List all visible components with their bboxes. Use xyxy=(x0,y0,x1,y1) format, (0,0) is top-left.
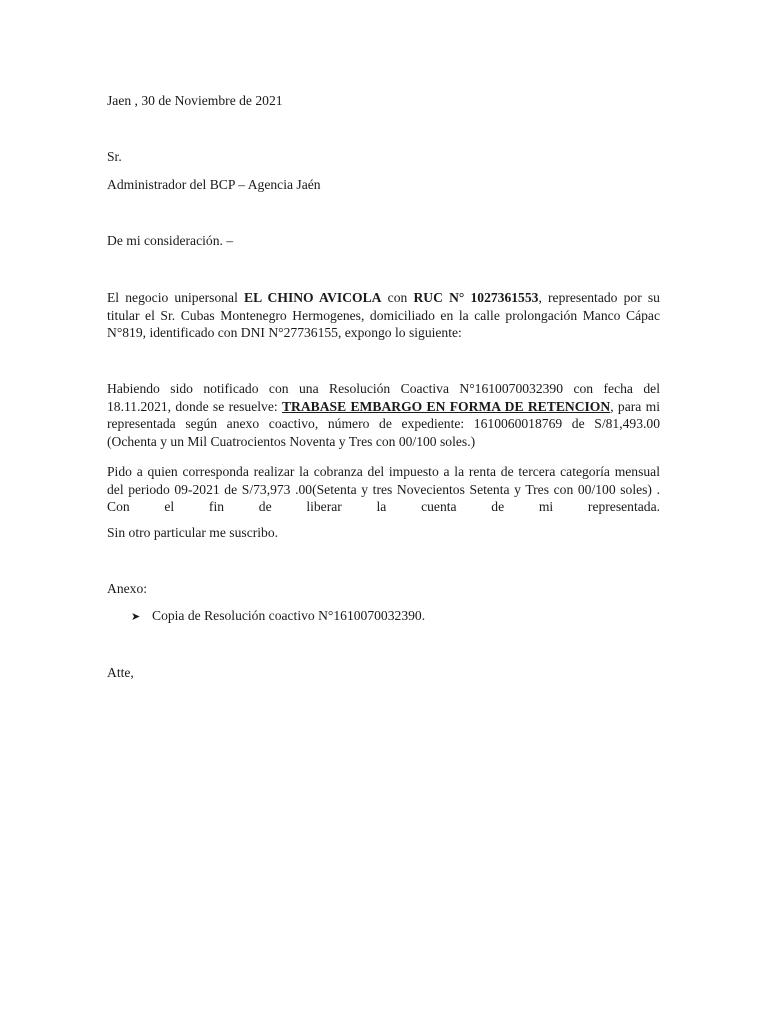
paragraph-request-row-2: del periodo 09-2021 de S/73,973 .00(Setenta y tres Novecientos Setenta y Tres con 00/100 soles) . xyxy=(107,481,660,497)
recipient-line: Administrador del BCP – Agencia Jaén xyxy=(107,177,321,192)
resolution-action: TRABASE EMBARGO EN FORMA DE RETENCION xyxy=(281,398,611,414)
paragraph-introduction-row-1: El negocio unipersonal EL CHINO AVICOLA con RUC N° 1027361553, representado por su xyxy=(107,290,660,305)
sign-off: Atte, xyxy=(107,665,134,680)
paragraph-request xyxy=(107,463,660,516)
closing-line: Sin otro particular me suscribo. xyxy=(107,525,279,540)
business-name: EL CHINO AVICOLA xyxy=(244,290,382,305)
paragraph-resolution-row-1: Habiendo sido notificado con una Resolución Coactiva N°1610070032390 con fecha del xyxy=(107,381,660,396)
paragraph-resolution xyxy=(107,380,660,450)
paragraph-resolution-row-2: 18.11.2021, donde se resuelve: TRABASE EMBARGO EN FORMA DE RETENCION, para mi xyxy=(107,398,660,414)
salutation-title: Sr. xyxy=(107,149,122,164)
annex-item-text: Copia de Resolución coactivo N°1610070032390. xyxy=(152,608,426,623)
paragraph-request-row-3: Con el fin de liberar la cuenta de mi representada. xyxy=(107,499,660,514)
annex-list-item xyxy=(131,607,425,625)
paragraph-introduction xyxy=(107,289,660,342)
paragraph-introduction-row-2: titular el Sr. Cubas Montenegro Hermogenes, domiciliado en la calle prolongación Manco Cápac xyxy=(107,307,660,323)
ruc-number: RUC N° 1027361553 xyxy=(413,290,539,305)
arrow-bullet-icon: ➤ xyxy=(131,610,141,623)
date-line: Jaen , 30 de Noviembre de 2021 xyxy=(107,93,283,108)
annex-label: Anexo: xyxy=(107,581,148,596)
paragraph-resolution-row-3: representada según anexo coactivo, número de expediente: 1610060018769 de S/81,493.00 xyxy=(107,416,660,431)
paragraph-resolution-row-4: (Ochenta y un Mil Cuatrocientos Noventa y Tres con 00/100 soles.) xyxy=(107,433,476,449)
paragraph-request-row-1: Pido a quien corresponda realizar la cobranza del impuesto a la renta de tercera categoría mensual xyxy=(107,464,660,479)
paragraph-introduction-row-3: N°819, identificado con DNI N°27736155, expongo lo siguiente: xyxy=(107,325,462,340)
greeting-line: De mi consideración. – xyxy=(107,233,234,248)
